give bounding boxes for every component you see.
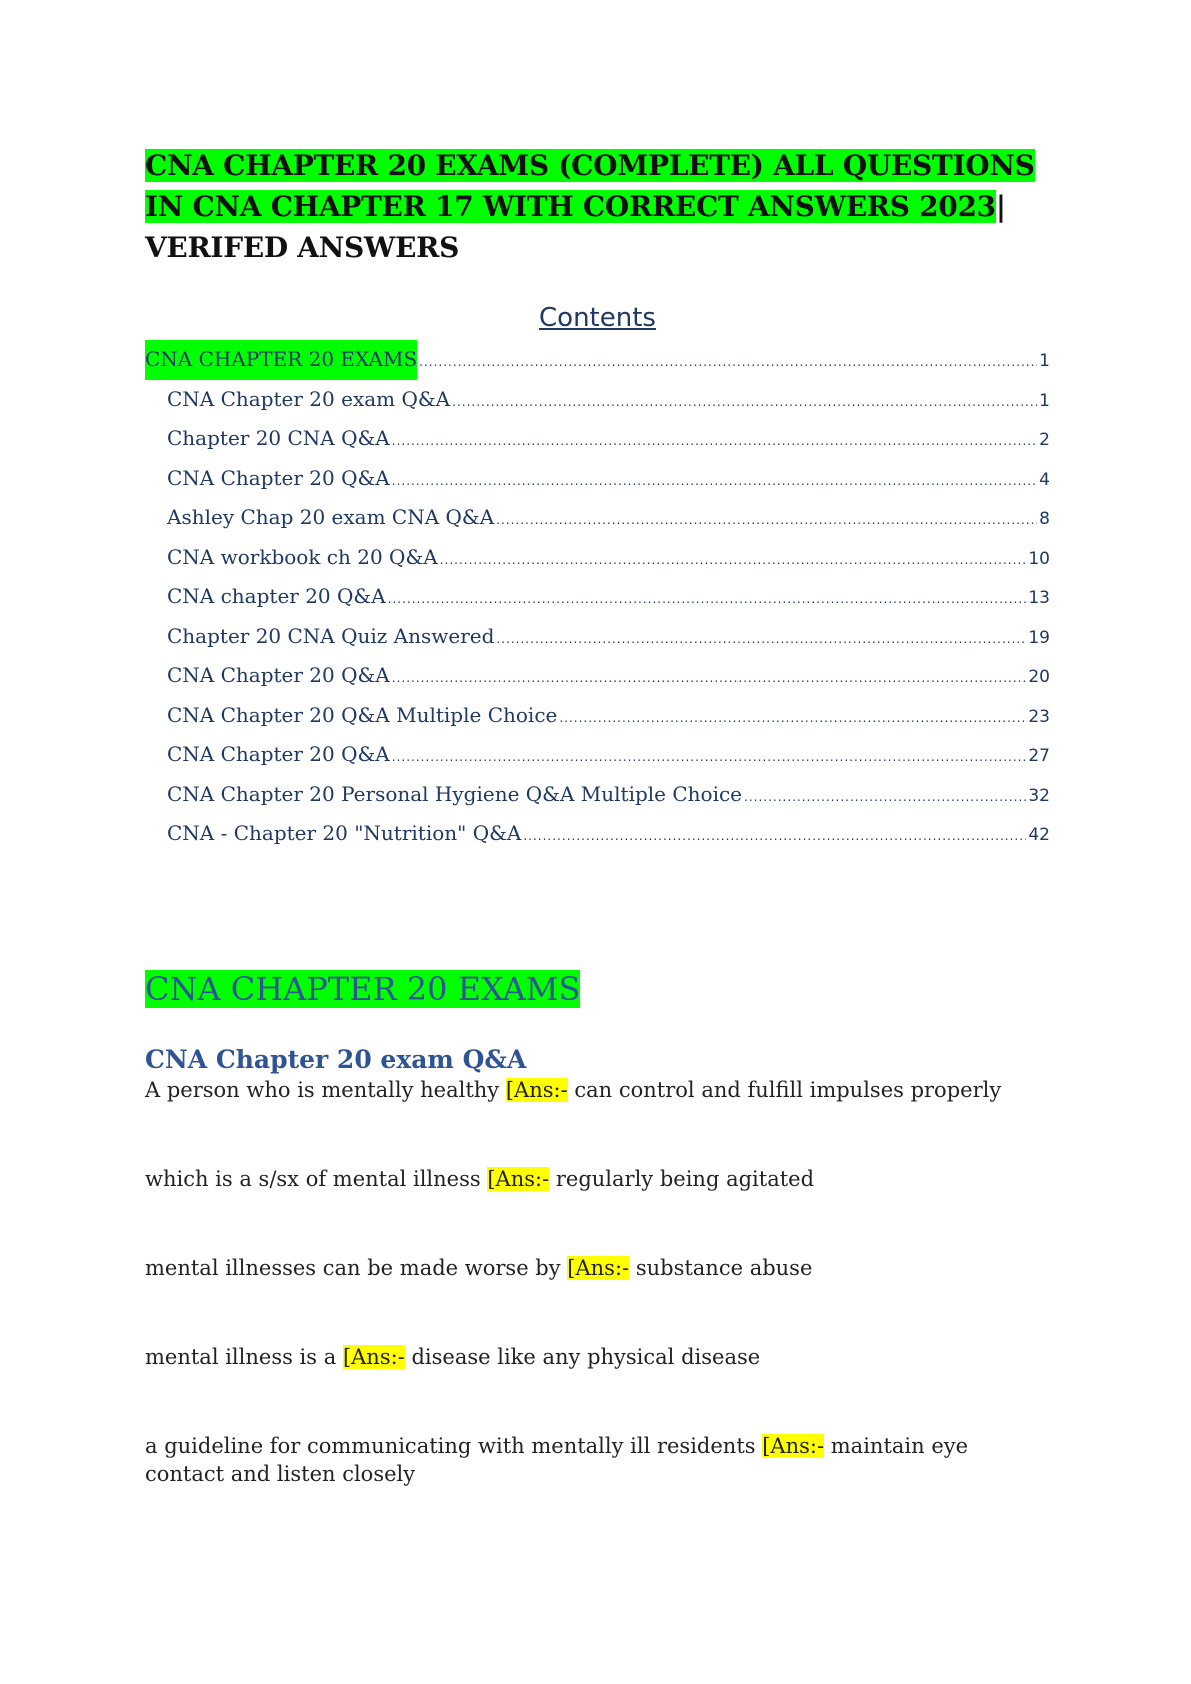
toc-entry-page: 1 [1039,390,1050,411]
toc-entry-label: CNA workbook ch 20 Q&A [167,544,438,569]
toc-entry-page: 2 [1039,430,1050,450]
toc-entry[interactable] [145,617,1050,657]
toc-entry-label: CNA Chapter 20 Q&A [167,663,390,687]
toc-entry-page: 23 [1028,706,1050,727]
toc-entry-page: 42 [1028,825,1050,845]
toc-entry-label: CNA Chapter 20 Q&A [167,742,390,766]
qa-question: which is a s/sx of mental illness [145,1166,481,1191]
toc-leader-dots [744,778,1026,818]
toc-leader-dots [392,659,1027,699]
qa-question: mental illnesses can be made worse by [145,1255,561,1280]
ans-marker: [Ans:- [505,1077,568,1102]
qa-answer: maintain eye contact and listen closely [145,1433,969,1486]
qa-question: a guideline for communicating with mentally ill residents [145,1433,756,1458]
toc-entry[interactable] [145,459,1050,499]
toc-entry-label: CNA chapter 20 Q&A [167,584,386,608]
toc-entry-page: 13 [1028,588,1050,608]
toc-leader-dots [392,738,1027,778]
qa-answer: can control and fulfill impulses properly [574,1077,1002,1102]
document-page [145,145,1050,1549]
toc-entry-label: CNA CHAPTER 20 EXAMS [145,340,417,380]
toc-leader-dots [452,383,1037,423]
toc-entry[interactable] [145,696,1050,736]
toc-leader-dots [440,541,1027,581]
qa-answer: regularly being agitated [555,1166,815,1191]
qa-item [145,1432,1050,1488]
toc-entry-page: 32 [1028,785,1050,806]
toc-entry-label: CNA Chapter 20 Q&A [167,465,390,490]
section-heading [145,964,1050,1014]
toc-leader-dots [523,817,1026,857]
toc-entry[interactable] [145,498,1050,538]
toc-entry[interactable] [145,577,1050,617]
toc-entry-label: CNA Chapter 20 Personal Hygiene Q&A Multiple Choice [167,781,743,806]
ans-marker: [Ans:- [487,1166,550,1191]
toc-entry-label: Ashley Chap 20 exam CNA Q&A [167,505,495,529]
toc-leader-dots [496,620,1026,660]
title-rest-text: | VERIFED ANSWERS [145,190,1006,264]
toc-entry-label: CNA Chapter 20 exam Q&A [167,386,451,411]
toc-leader-dots [496,501,1037,541]
ans-marker: [Ans:- [567,1255,630,1280]
toc-leader-dots [388,580,1027,620]
qa-answer: disease like any physical disease [411,1344,761,1369]
toc-entry-label: Chapter 20 CNA Quiz Answered [167,623,495,648]
qa-item [145,1343,1050,1371]
qa-answer: substance abuse [635,1255,813,1280]
section-heading-text: CNA CHAPTER 20 EXAMS [145,969,581,1008]
document-title [145,145,1050,268]
qa-list [145,1076,1050,1488]
toc-entry[interactable] [145,380,1050,420]
toc-leader-dots [559,699,1026,739]
toc-leader-dots [392,422,1037,462]
toc-leader-dots [419,343,1037,383]
qa-item [145,1254,1050,1282]
toc-entry[interactable] [145,656,1050,696]
toc-leader-dots [392,462,1037,502]
toc-entry-page: 19 [1028,627,1050,648]
toc-entry-label: CNA Chapter 20 Q&A Multiple Choice [167,702,558,727]
qa-item [145,1165,1050,1193]
toc-entry[interactable] [145,735,1050,775]
qa-question: A person who is mentally healthy [145,1077,500,1102]
toc-entry[interactable] [145,340,1050,380]
table-of-contents [145,340,1050,854]
toc-entry[interactable] [145,814,1050,854]
toc-entry-page: 1 [1039,351,1050,371]
qa-question: mental illness is a [145,1344,337,1369]
ans-marker: [Ans:- [762,1433,825,1458]
toc-entry-page: 4 [1039,469,1050,490]
title-highlighted-text: CNA CHAPTER 20 EXAMS (COMPLETE) ALL QUESTIONS IN CNA CHAPTER 17 WITH CORRECT ANSWERS 2023 [145,149,1035,223]
ans-marker: [Ans:- [342,1344,405,1369]
toc-entry-page: 10 [1028,548,1050,569]
toc-entry[interactable] [145,419,1050,459]
toc-entry[interactable] [145,775,1050,815]
qa-item [145,1076,1050,1104]
toc-entry-page: 27 [1028,746,1050,766]
toc-entry-label: Chapter 20 CNA Q&A [167,426,390,450]
toc-entry[interactable] [145,538,1050,578]
subsection-heading: CNA Chapter 20 exam Q&A [145,1044,527,1074]
toc-entry-label: CNA - Chapter 20 "Nutrition" Q&A [167,821,522,845]
toc-entry-page: 20 [1028,667,1050,687]
toc-entry-page: 8 [1039,509,1050,529]
contents-heading: Contents [539,303,656,333]
